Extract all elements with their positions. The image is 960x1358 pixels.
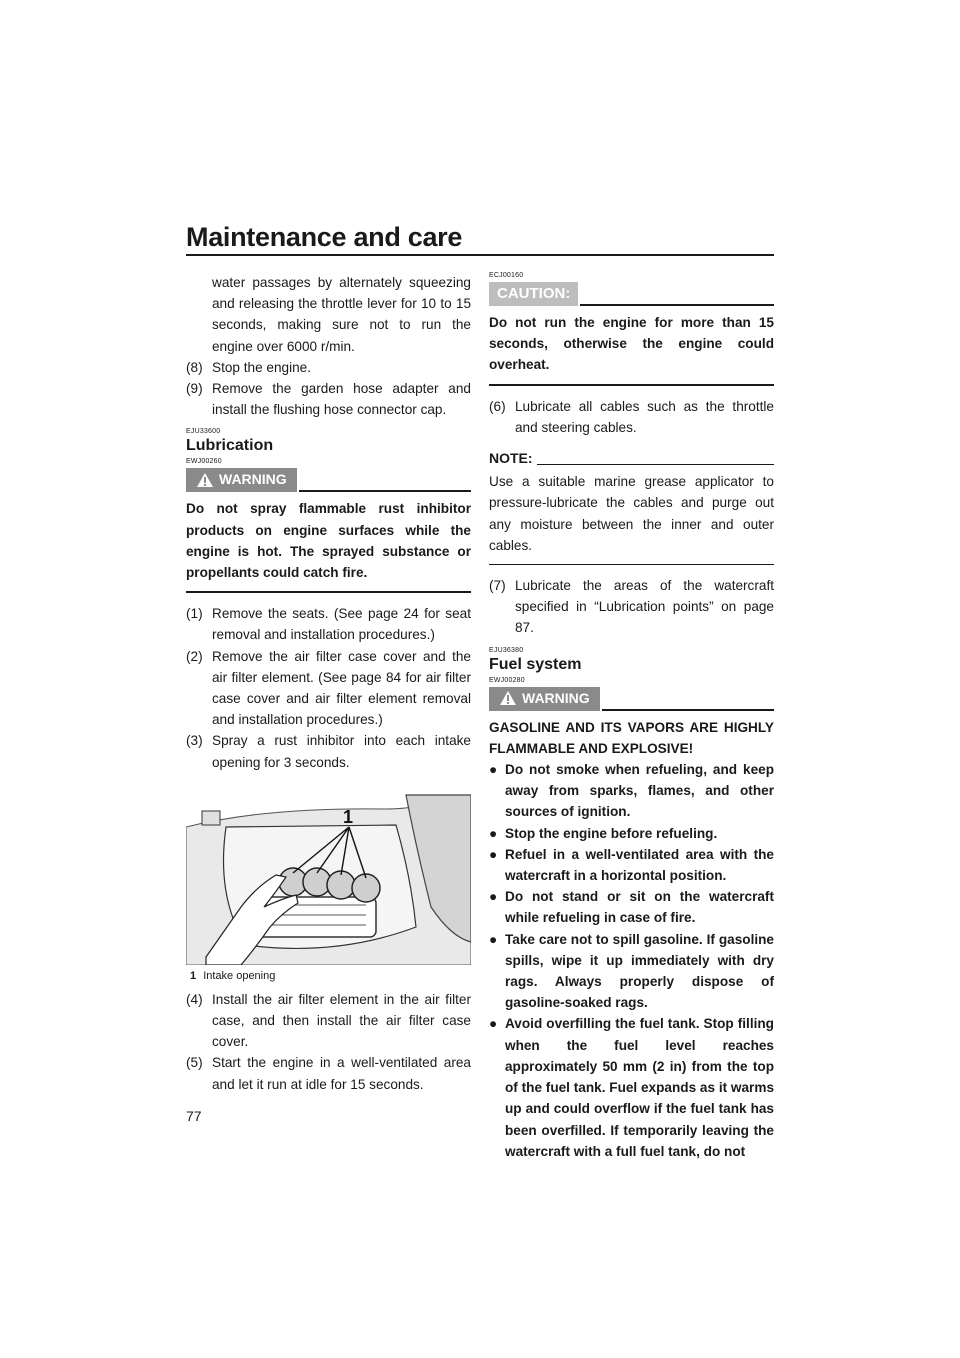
warning-triangle-icon	[196, 472, 214, 488]
header-rule	[186, 254, 774, 256]
step-6: (6) Lubricate all cables such as the throttle and steering cables.	[489, 398, 774, 435]
step-9: (9) Remove the garden hose adapter and install the flushing hose connector cap.	[186, 381, 471, 418]
fuel-warning-intro: GASOLINE AND ITS VAPORS ARE HIGHLY FLAMMABLE AND EXPLOSIVE!	[489, 719, 774, 756]
step-7: (7) Lubricate the areas of the watercraft specified in “Lubrication points” on page 87.	[489, 578, 774, 636]
step-8: (8) Stop the engine.	[186, 359, 312, 375]
bullet-dot-icon: ●	[489, 1016, 498, 1032]
fuel-warning-header	[489, 687, 774, 711]
warning-end-rule	[186, 591, 471, 593]
page-number: 77	[186, 1108, 202, 1124]
step-5: (5) Start the engine in a well-ventilated area and let it run at idle for 15 seconds.	[186, 1055, 471, 1092]
fuel-bullet-2: ● Stop the engine before refueling.	[489, 823, 774, 844]
warning-code: EWJ00260	[186, 458, 222, 466]
fuel-warning-badge: WARNING	[489, 687, 600, 711]
caution-rule	[580, 304, 774, 306]
fuel-bullet-3: ● Refuel in a well-ventilated area with the watercraft in a horizontal position.	[489, 844, 774, 886]
fuel-code: EJU36380	[489, 646, 524, 654]
fuel-bullet-4: ● Do not stand or sit on the watercraft while refueling in case of fire.	[489, 886, 774, 928]
bullet-dot-icon: ●	[489, 825, 498, 841]
note-rule	[537, 464, 774, 465]
note-header	[489, 448, 774, 469]
note-text: Use a suitable marine grease applicator to pressure-lubricate the cables and purge out any moisture between the inner and outer cables.	[489, 474, 774, 553]
fuel-bullet-1: ● Do not smoke when refueling, and keep away from sparks, flames, and other sources of ignition.	[489, 759, 774, 823]
caution-badge: CAUTION:	[489, 282, 578, 306]
intake-opening-figure	[186, 787, 471, 965]
fuel-warning-code: EWJ00280	[489, 676, 525, 684]
left-column	[186, 272, 471, 1095]
figure-callout: 1	[343, 806, 354, 827]
step-2: (2) Remove the air filter case cover and the air filter element. (See page 84 for air filter case cover and air filter element removal and installation procedures.)	[186, 648, 471, 728]
warning-rule	[299, 490, 471, 492]
fuel-bullet-6: ● Avoid overfilling the fuel tank. Stop filling when the fuel level reaches approximately 50 mm (2 in) from the top of the fuel tank. Fuel expands as it warms up and could overflow if the fuel tank has been overfilled. If temporarily leaving the watercraft with a full fuel tank, do not	[489, 1013, 774, 1161]
caution-text: Do not run the engine for more than 15 seconds, otherwise the engine could overheat.	[489, 315, 774, 373]
note-label: NOTE:	[489, 450, 533, 467]
warning-badge: WARNING	[186, 468, 297, 492]
note-end-rule	[489, 564, 774, 565]
page-header-title: Maintenance and care	[186, 222, 463, 252]
lubrication-title: Lubrication	[186, 437, 274, 455]
engine-illustration	[186, 787, 471, 965]
caution-code: ECJ00160	[489, 272, 524, 279]
bullet-dot-icon: ●	[489, 889, 498, 905]
right-column	[489, 272, 774, 1162]
lubrication-code: EJU33600	[186, 428, 221, 436]
caution-end-rule	[489, 384, 774, 386]
bullet-dot-icon: ●	[489, 931, 498, 947]
bullet-dot-icon: ●	[489, 846, 498, 862]
warning-triangle-icon	[499, 690, 517, 706]
warning-header	[186, 468, 471, 492]
continued-step-text: water passages by alternately squeezing and releasing the throttle lever for 10 to 15 seconds, making sure not to run the engine over 6000 r/min.	[212, 275, 471, 354]
fuel-bullet-5: ● Take care not to spill gasoline. If gasoline spills, wipe it up immediately with dry rags. Always properly dispose of gasoline-soaked rags.	[489, 929, 774, 1014]
step-4: (4) Install the air filter element in the air filter case, and then install the air filter case cover.	[186, 991, 471, 1050]
fuel-system-title: Fuel system	[489, 655, 582, 673]
caution-header	[489, 282, 774, 306]
warning-text: Do not spray flammable rust inhibitor products on engine surfaces while the engine is hot. The sprayed substance or propellants could catch fire.	[186, 501, 471, 581]
step-3: (3) Spray a rust inhibitor into each intake opening for 3 seconds.	[186, 733, 471, 770]
bullet-dot-icon: ●	[489, 762, 498, 778]
figure-caption: 1 Intake opening	[190, 969, 276, 982]
step-1: (1) Remove the seats. (See page 24 for seat removal and installation procedures.)	[186, 606, 471, 643]
fuel-warning-rule	[602, 709, 774, 711]
